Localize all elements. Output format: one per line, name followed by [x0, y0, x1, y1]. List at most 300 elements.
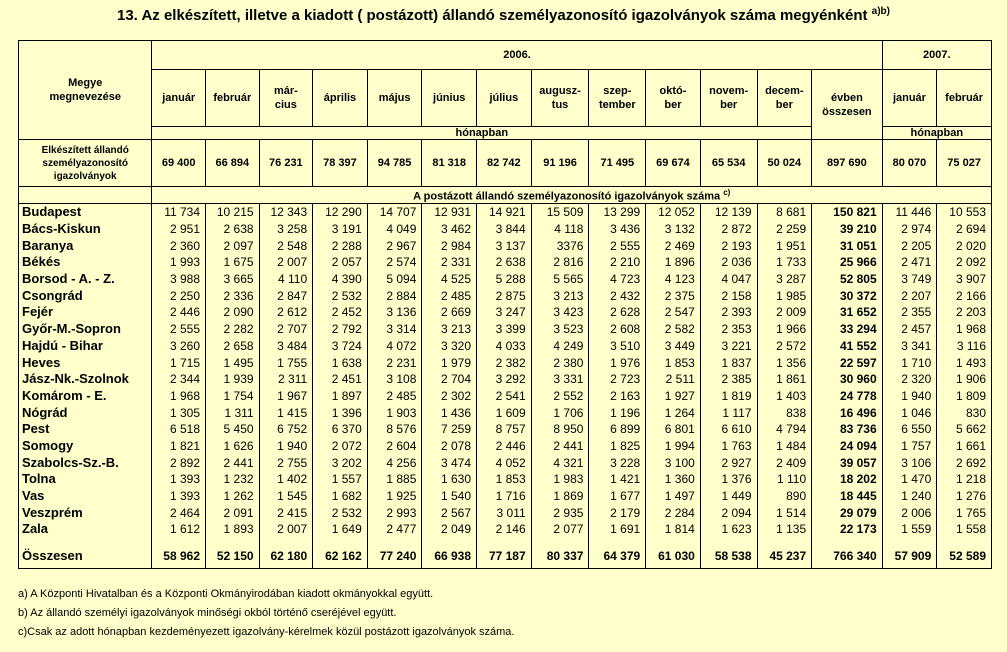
county-month-value: 2 884 — [367, 287, 422, 304]
county-month-value: 11 734 — [152, 204, 206, 221]
county-month-value: 2 078 — [422, 438, 477, 455]
table-row — [19, 488, 992, 505]
county-month-value: 2 612 — [259, 304, 313, 321]
month-header — [757, 70, 812, 127]
county-name: Somogy — [19, 438, 152, 455]
table-row — [19, 504, 992, 521]
county-month-value: 2 658 — [206, 338, 260, 355]
county-month-value: 2 446 — [152, 304, 206, 321]
total-value: 80 337 — [531, 544, 589, 569]
county-name: Heves — [19, 354, 152, 371]
county-month-value: 2 464 — [152, 504, 206, 521]
total-value: 62 162 — [313, 544, 368, 569]
table-row — [19, 354, 992, 371]
county-month-value: 3 137 — [477, 237, 532, 254]
posted-label-text: A postázott állandó személyazonosító igazolványok száma — [413, 190, 721, 203]
county-month-value: 2 555 — [589, 237, 646, 254]
county-month-value: 3 436 — [589, 221, 646, 238]
total-value: 66 938 — [422, 544, 477, 569]
county-month-value: 1 436 — [422, 404, 477, 421]
county-month-value: 1 925 — [367, 488, 422, 505]
county-month-value: 2 723 — [589, 371, 646, 388]
county-month-value: 4 321 — [531, 454, 589, 471]
header-line: június — [433, 92, 466, 104]
county-month-value: 2 203 — [937, 304, 992, 321]
county-year-total: 31 051 — [812, 237, 882, 254]
county-month-value: 1 638 — [313, 354, 368, 371]
county-month-value: 2 532 — [313, 504, 368, 521]
county-month-value: 890 — [757, 488, 812, 505]
county-month-value: 1 262 — [206, 488, 260, 505]
county-year-total: 31 652 — [812, 304, 882, 321]
header-line: május — [378, 92, 411, 104]
county-month-value: 3 292 — [477, 371, 532, 388]
county-year-total: 22 597 — [812, 354, 882, 371]
county-month-value: 2 231 — [367, 354, 422, 371]
county-month-value: 2 094 — [700, 504, 757, 521]
posted-label — [152, 187, 992, 204]
county-month-value: 6 899 — [589, 421, 646, 438]
total-row — [19, 544, 992, 569]
county-month-value: 1 557 — [313, 471, 368, 488]
county-month-value: 1 940 — [882, 388, 937, 405]
county-month-value: 1 360 — [646, 471, 701, 488]
county-month-value: 2 552 — [531, 388, 589, 405]
county-month-value: 1 897 — [313, 388, 368, 405]
month-header-2007: február — [937, 70, 992, 127]
county-year-total: 18 445 — [812, 488, 882, 505]
county-month-value: 3 287 — [757, 271, 812, 288]
county-month-value: 1 979 — [422, 354, 477, 371]
county-name: Vas — [19, 488, 152, 505]
county-month-value: 2 457 — [882, 321, 937, 338]
month-header — [313, 70, 368, 127]
county-month-value: 2 477 — [367, 521, 422, 538]
county-month-value: 2 872 — [700, 221, 757, 238]
county-month-value: 1 493 — [937, 354, 992, 371]
county-month-value: 2 567 — [422, 504, 477, 521]
county-month-value: 2 511 — [646, 371, 701, 388]
county-month-value: 2 331 — [422, 254, 477, 271]
header-line: összesen — [822, 105, 872, 118]
county-month-value: 2 951 — [152, 221, 206, 238]
county-month-value: 1 993 — [152, 254, 206, 271]
county-month-value: 1 415 — [259, 404, 313, 421]
county-month-value: 2 582 — [646, 321, 701, 338]
county-month-value: 1 393 — [152, 488, 206, 505]
county-month-value: 2 166 — [937, 287, 992, 304]
total-value: 62 180 — [259, 544, 313, 569]
county-month-value: 1 976 — [589, 354, 646, 371]
county-month-value: 3 228 — [589, 454, 646, 471]
county-month-value: 1 449 — [700, 488, 757, 505]
title-footnote-marker: a)b) — [871, 6, 890, 17]
county-month-value: 1 682 — [313, 488, 368, 505]
county-year-total: 150 821 — [812, 204, 882, 221]
county-month-value: 2 355 — [882, 304, 937, 321]
table-row — [19, 271, 992, 288]
county-month-value: 3 258 — [259, 221, 313, 238]
county-year-total: 39 210 — [812, 221, 882, 238]
county-name: Hajdú - Bihar — [19, 338, 152, 355]
county-name: Csongrád — [19, 287, 152, 304]
county-name: Baranya — [19, 237, 152, 254]
county-month-value: 8 757 — [477, 421, 532, 438]
county-month-value: 6 550 — [882, 421, 937, 438]
county-month-value: 3 191 — [313, 221, 368, 238]
county-month-value: 2 967 — [367, 237, 422, 254]
county-month-value: 2 935 — [531, 504, 589, 521]
header-line: szep- — [603, 85, 632, 97]
county-month-value: 2 451 — [313, 371, 368, 388]
county-month-value: 1 716 — [477, 488, 532, 505]
county-month-value: 2 993 — [367, 504, 422, 521]
header-line: októ- — [659, 85, 687, 97]
county-month-value: 1 906 — [937, 371, 992, 388]
county-month-value: 1 968 — [152, 388, 206, 405]
month-header — [477, 70, 532, 127]
month-header — [422, 70, 477, 127]
total-value: 45 237 — [757, 544, 812, 569]
county-month-value: 1 869 — [531, 488, 589, 505]
county-month-value: 2 336 — [206, 287, 260, 304]
county-month-value: 2 974 — [882, 221, 937, 238]
county-month-value: 838 — [757, 404, 812, 421]
table-row — [19, 454, 992, 471]
county-month-value: 3 116 — [937, 338, 992, 355]
county-month-value: 2 380 — [531, 354, 589, 371]
county-name: Komárom - E. — [19, 388, 152, 405]
county-month-value: 2 210 — [589, 254, 646, 271]
table-row — [19, 421, 992, 438]
month-header — [367, 70, 422, 127]
county-month-value: 5 288 — [477, 271, 532, 288]
county-month-value: 3 844 — [477, 221, 532, 238]
county-month-value: 1 733 — [757, 254, 812, 271]
header-line: tember — [598, 99, 636, 111]
county-month-value: 1 983 — [531, 471, 589, 488]
county-month-value: 2 572 — [757, 338, 812, 355]
county-month-value: 10 553 — [937, 204, 992, 221]
county-month-value: 1 558 — [937, 521, 992, 538]
county-month-value: 6 370 — [313, 421, 368, 438]
county-month-value: 2 311 — [259, 371, 313, 388]
county-month-value: 4 256 — [367, 454, 422, 471]
county-month-value: 2 694 — [937, 221, 992, 238]
produced-value: 66 894 — [206, 140, 260, 187]
county-month-value: 2 250 — [152, 287, 206, 304]
header-line: ber — [775, 99, 793, 111]
county-month-value: 1 994 — [646, 438, 701, 455]
table-row — [19, 471, 992, 488]
county-month-value: 1 046 — [882, 404, 937, 421]
header-line: ber — [664, 99, 682, 111]
header-line: július — [489, 92, 519, 104]
county-month-value: 2 091 — [206, 504, 260, 521]
produced-value: 78 397 — [313, 140, 368, 187]
county-month-value: 5 094 — [367, 271, 422, 288]
county-month-value: 12 290 — [313, 204, 368, 221]
county-month-value: 2 984 — [422, 237, 477, 254]
county-month-value: 1 763 — [700, 438, 757, 455]
county-month-value: 2 547 — [646, 304, 701, 321]
county-month-value: 1 232 — [206, 471, 260, 488]
county-month-value: 2 207 — [882, 287, 937, 304]
county-month-value: 1 305 — [152, 404, 206, 421]
county-month-value: 3 331 — [531, 371, 589, 388]
county-month-value: 3 665 — [206, 271, 260, 288]
produced-value: 50 024 — [757, 140, 812, 187]
table-row — [19, 404, 992, 421]
county-month-value: 1 819 — [700, 388, 757, 405]
table-row — [19, 204, 992, 221]
county-month-value: 3 314 — [367, 321, 422, 338]
county-month-value: 2 541 — [477, 388, 532, 405]
county-month-value: 1 927 — [646, 388, 701, 405]
county-name: Nógrád — [19, 404, 152, 421]
month-header — [646, 70, 701, 127]
county-month-value: 3 106 — [882, 454, 937, 471]
county-month-value: 2 847 — [259, 287, 313, 304]
county-month-value: 2 006 — [882, 504, 937, 521]
county-month-value: 1 196 — [589, 404, 646, 421]
county-month-value: 2 816 — [531, 254, 589, 271]
table-row — [19, 221, 992, 238]
county-month-value: 4 390 — [313, 271, 368, 288]
county-month-value: 14 707 — [367, 204, 422, 221]
county-year-total: 41 552 — [812, 338, 882, 355]
county-month-value: 2 288 — [313, 237, 368, 254]
county-year-total: 24 778 — [812, 388, 882, 405]
county-month-value: 2 049 — [422, 521, 477, 538]
county-month-value: 6 801 — [646, 421, 701, 438]
county-month-value: 3 449 — [646, 338, 701, 355]
county-month-value: 2 755 — [259, 454, 313, 471]
county-name: Szabolcs-Sz.-B. — [19, 454, 152, 471]
county-month-value: 1 675 — [206, 254, 260, 271]
total-label: Összesen — [19, 544, 152, 569]
county-year-total: 22 173 — [812, 521, 882, 538]
header-line: évben — [831, 91, 863, 104]
county-month-value: 3 136 — [367, 304, 422, 321]
county-name: Győr-M.-Sopron — [19, 321, 152, 338]
county-month-value: 15 509 — [531, 204, 589, 221]
total-value: 766 340 — [812, 544, 882, 569]
county-month-value: 2 927 — [700, 454, 757, 471]
county-month-value: 6 752 — [259, 421, 313, 438]
county-month-value: 2 382 — [477, 354, 532, 371]
county-name: Jász-Nk.-Szolnok — [19, 371, 152, 388]
month-header — [700, 70, 757, 127]
county-month-value: 5 662 — [937, 421, 992, 438]
month-header — [589, 70, 646, 127]
county-month-value: 1 765 — [937, 504, 992, 521]
county-year-total: 30 960 — [812, 371, 882, 388]
county-month-value: 1 896 — [646, 254, 701, 271]
county-name: Budapest — [19, 204, 152, 221]
county-month-value: 3 724 — [313, 338, 368, 355]
county-name: Békés — [19, 254, 152, 271]
county-year-total: 18 202 — [812, 471, 882, 488]
county-month-value: 3 341 — [882, 338, 937, 355]
county-month-value: 1 495 — [206, 354, 260, 371]
county-month-value: 2 548 — [259, 237, 313, 254]
table-row — [19, 237, 992, 254]
posted-label-spacer — [19, 187, 152, 204]
county-name: Zala — [19, 521, 152, 538]
county-month-value: 2 792 — [313, 321, 368, 338]
county-month-value: 3 523 — [531, 321, 589, 338]
county-month-value: 1 484 — [757, 438, 812, 455]
county-month-value: 2 282 — [206, 321, 260, 338]
county-month-value: 2 452 — [313, 304, 368, 321]
county-month-value: 1 710 — [882, 354, 937, 371]
county-month-value: 1 559 — [882, 521, 937, 538]
header-line: novem- — [709, 85, 749, 97]
county-month-value: 1 814 — [646, 521, 701, 538]
county-month-value: 1 117 — [700, 404, 757, 421]
page-title: 13. Az elkészített, illetve a kiadott ( postázott) állandó személyazonosító igazolványok száma megyénként $^{a)b)}$ — [116, 6, 890, 24]
county-month-value: 3 510 — [589, 338, 646, 355]
county-month-value: 2 409 — [757, 454, 812, 471]
county-month-value: 1 903 — [367, 404, 422, 421]
county-month-value: 2 057 — [313, 254, 368, 271]
month-header — [152, 70, 206, 127]
total-value: 52 150 — [206, 544, 260, 569]
county-month-value: 3 100 — [646, 454, 701, 471]
county-month-value: 10 215 — [206, 204, 260, 221]
county-month-value: 3 011 — [477, 504, 532, 521]
county-month-value: 2 446 — [477, 438, 532, 455]
county-month-value: 2 555 — [152, 321, 206, 338]
county-month-value: 2 608 — [589, 321, 646, 338]
county-month-value: 1 861 — [757, 371, 812, 388]
footnote-b: b) Az állandó személyi igazolványok minőségi okból történő cseréjével együtt. — [18, 607, 397, 619]
county-month-value: 8 950 — [531, 421, 589, 438]
county-month-value: 1 677 — [589, 488, 646, 505]
county-month-value: 4 052 — [477, 454, 532, 471]
table-row — [19, 304, 992, 321]
year-total-header — [812, 70, 882, 140]
county-month-value: 1 135 — [757, 521, 812, 538]
county-month-value: 3376 — [531, 237, 589, 254]
county-month-value: 2 344 — [152, 371, 206, 388]
county-month-value: 1 626 — [206, 438, 260, 455]
county-month-value: 1 497 — [646, 488, 701, 505]
county-month-value: 4 525 — [422, 271, 477, 288]
county-header-line2: megnevezése — [49, 91, 121, 103]
county-month-value: 1 612 — [152, 521, 206, 538]
county-month-value: 7 259 — [422, 421, 477, 438]
county-month-value: 3 988 — [152, 271, 206, 288]
total-value: 77 240 — [367, 544, 422, 569]
county-year-total: 25 966 — [812, 254, 882, 271]
county-month-value: 3 213 — [531, 287, 589, 304]
county-month-value: 1 630 — [422, 471, 477, 488]
county-month-value: 2 638 — [206, 221, 260, 238]
county-month-value: 2 179 — [589, 504, 646, 521]
total-value: 77 187 — [477, 544, 532, 569]
county-month-value: 3 213 — [422, 321, 477, 338]
county-month-value: 2 432 — [589, 287, 646, 304]
county-month-value: 3 202 — [313, 454, 368, 471]
county-month-value: 1 825 — [589, 438, 646, 455]
header-line: már- — [273, 85, 298, 97]
county-month-value: 1 715 — [152, 354, 206, 371]
county-month-value: 1 691 — [589, 521, 646, 538]
county-month-value: 2 193 — [700, 237, 757, 254]
county-month-value: 1 393 — [152, 471, 206, 488]
county-month-value: 12 931 — [422, 204, 477, 221]
year-2006-header: 2006. — [152, 41, 882, 70]
table-row — [19, 371, 992, 388]
county-month-value: 1 264 — [646, 404, 701, 421]
county-month-value: 1 821 — [152, 438, 206, 455]
header-row-years — [19, 41, 992, 70]
county-month-value: 2 092 — [937, 254, 992, 271]
county-month-value: 3 108 — [367, 371, 422, 388]
county-month-value: 2 090 — [206, 304, 260, 321]
county-month-value: 2 375 — [646, 287, 701, 304]
county-month-value: 1 514 — [757, 504, 812, 521]
produced-label — [19, 140, 152, 187]
header-line: tus — [551, 99, 569, 111]
produced-value: 94 785 — [367, 140, 422, 187]
county-month-value: 1 609 — [477, 404, 532, 421]
county-month-value: 2 205 — [882, 237, 937, 254]
county-month-value: 2 072 — [313, 438, 368, 455]
county-month-value: 4 047 — [700, 271, 757, 288]
header-line: április — [323, 92, 357, 104]
produced-row — [19, 140, 992, 187]
total-value: 52 589 — [937, 544, 992, 569]
header-line: január — [162, 92, 196, 104]
county-month-value: 12 139 — [700, 204, 757, 221]
county-month-value: 2 007 — [259, 254, 313, 271]
county-month-value: 1 540 — [422, 488, 477, 505]
county-month-value: 2 007 — [259, 521, 313, 538]
county-month-value: 2 158 — [700, 287, 757, 304]
county-month-value: 4 123 — [646, 271, 701, 288]
county-month-value: 1 837 — [700, 354, 757, 371]
county-month-value: 1 809 — [937, 388, 992, 405]
county-month-value: 1 545 — [259, 488, 313, 505]
produced-value: 80 070 — [882, 140, 937, 187]
county-month-value: 4 794 — [757, 421, 812, 438]
produced-value: 76 231 — [259, 140, 313, 187]
county-month-value: 2 385 — [700, 371, 757, 388]
county-name: Fejér — [19, 304, 152, 321]
total-value: 61 030 — [646, 544, 701, 569]
county-month-value: 1 985 — [757, 287, 812, 304]
county-month-value: 2 077 — [531, 521, 589, 538]
county-month-value: 6 610 — [700, 421, 757, 438]
county-month-value: 12 052 — [646, 204, 701, 221]
county-month-value: 1 951 — [757, 237, 812, 254]
county-month-value: 4 072 — [367, 338, 422, 355]
county-month-value: 4 118 — [531, 221, 589, 238]
total-value: 64 379 — [589, 544, 646, 569]
county-month-value: 1 623 — [700, 521, 757, 538]
county-month-value: 1 356 — [757, 354, 812, 371]
county-month-value: 13 299 — [589, 204, 646, 221]
produced-value: 897 690 — [812, 140, 882, 187]
county-month-value: 2 441 — [206, 454, 260, 471]
county-year-total: 30 372 — [812, 287, 882, 304]
header-line: decem- — [765, 85, 804, 97]
header-line: augusz- — [539, 85, 581, 97]
county-month-value: 3 320 — [422, 338, 477, 355]
